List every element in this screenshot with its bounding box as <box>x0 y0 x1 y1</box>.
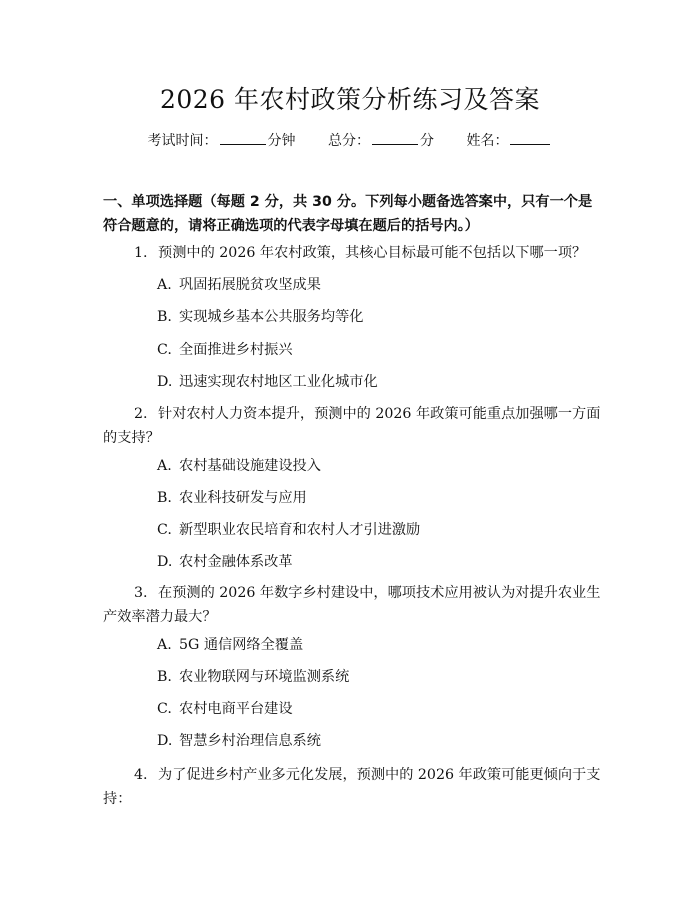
option-1b: B. 实现城乡基本公共服务均等化 <box>157 309 364 325</box>
option-2c: C. 新型职业农民培育和农村人才引进激励 <box>157 522 421 538</box>
question-2 <box>103 402 603 450</box>
option-3b: B. 农业物联网与环境监测系统 <box>157 669 350 685</box>
question-number: 3. <box>134 585 148 601</box>
question-4 <box>103 763 603 811</box>
option-1d: D. 迅速实现农村地区工业化城市化 <box>157 374 378 390</box>
time-unit: 分钟 <box>267 133 296 149</box>
question-3 <box>103 581 603 629</box>
question-number: 2. <box>134 406 148 422</box>
time-label: 考试时间： <box>147 133 218 149</box>
score-label: 总分： <box>328 133 370 149</box>
question-text: 预测中的 2026 年农村政策，其核心目标最可能不包括以下哪一项？ <box>158 245 587 261</box>
name-blank <box>510 131 550 145</box>
time-blank <box>220 131 266 145</box>
total-score-field <box>328 131 434 151</box>
exam-time-field <box>148 131 296 151</box>
option-3a: A. 5G 通信网络全覆盖 <box>157 637 304 653</box>
score-blank <box>372 131 418 145</box>
option-2a: A. 农村基础设施建设投入 <box>157 458 321 474</box>
question-number: 1. <box>134 245 148 261</box>
page-title: 2026 年农村政策分析练习及答案 <box>159 85 541 114</box>
option-3d: D. 智慧乡村治理信息系统 <box>157 733 321 749</box>
name-label: 姓名： <box>466 133 509 149</box>
option-1a: A. 巩固拓展脱贫攻坚成果 <box>157 277 321 293</box>
question-text: 在预测的 2026 年数字乡村建设中，哪项技术应用被认为对提升农业生产效率潜力最大？ <box>103 585 601 625</box>
score-unit: 分 <box>420 133 434 149</box>
option-2d: D. 农村金融体系改革 <box>157 554 293 570</box>
question-text: 针对农村人力资本提升，预测中的 2026 年政策可能重点加强哪一方面的支持？ <box>103 406 601 446</box>
option-3c: C. 农村电商平台建设 <box>157 701 293 717</box>
option-2b: B. 农业科技研发与应用 <box>157 490 307 506</box>
name-field <box>466 131 552 151</box>
section-heading: 一、单项选择题（每题 2 分，共 30 分。下列每小题备选答案中，只有一个是符合题意的，请将正确选项的代表字母填在题后的括号内。） <box>103 194 593 234</box>
question-1 <box>103 241 603 265</box>
exam-meta <box>0 131 700 151</box>
question-text: 为了促进乡村产业多元化发展，预测中的 2026 年政策可能更倾向于支持： <box>103 767 601 807</box>
question-number: 4. <box>134 767 148 783</box>
option-1c: C. 全面推进乡村振兴 <box>157 342 293 358</box>
